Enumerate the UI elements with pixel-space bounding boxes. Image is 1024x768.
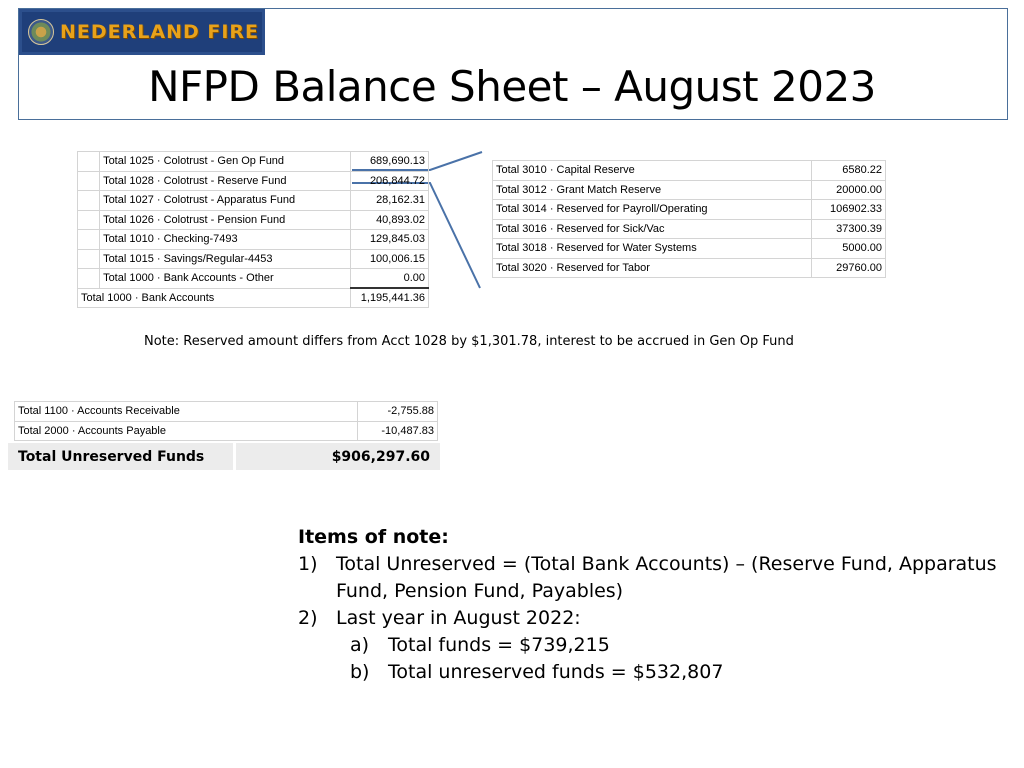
reserve-value: 37300.39 bbox=[812, 219, 886, 239]
reserves-table bbox=[492, 160, 886, 278]
account-value: 689,690.13 bbox=[350, 152, 428, 172]
payable-value: -10,487.83 bbox=[358, 421, 438, 441]
table-row bbox=[493, 239, 886, 259]
item-text: Total Unreserved = (Total Bank Accounts) – (Reserve Fund, Apparatus bbox=[336, 553, 997, 575]
table-row bbox=[493, 200, 886, 220]
account-label: Total 1027 · Colotrust - Apparatus Fund bbox=[100, 191, 351, 211]
sub-list-item bbox=[298, 632, 998, 659]
list-number: 1) bbox=[298, 553, 318, 575]
reserve-label: Total 3010 · Capital Reserve bbox=[493, 161, 812, 181]
total-unreserved-label: Total Unreserved Funds bbox=[8, 443, 233, 470]
reserve-value: 5000.00 bbox=[812, 239, 886, 259]
table-row bbox=[493, 219, 886, 239]
total-unreserved-value: $906,297.60 bbox=[236, 443, 440, 470]
total-row bbox=[78, 288, 429, 308]
sub-item-text: Total unreserved funds = $532,807 bbox=[388, 661, 724, 683]
page-title: NFPD Balance Sheet – August 2023 bbox=[148, 62, 876, 111]
account-value: 129,845.03 bbox=[350, 230, 428, 250]
items-of-note bbox=[298, 524, 998, 686]
items-of-note-heading: Items of note: bbox=[298, 526, 449, 548]
total-unreserved-row bbox=[8, 443, 440, 470]
item-text: Last year in August 2022: bbox=[336, 607, 581, 629]
account-label: Total 1015 · Savings/Regular-4453 bbox=[100, 249, 351, 269]
table-row bbox=[493, 161, 886, 181]
receivable-label: Total 1100 · Accounts Receivable bbox=[15, 402, 358, 422]
sub-list-letter: b) bbox=[350, 661, 370, 683]
sub-item-text: Total funds = $739,215 bbox=[388, 634, 610, 656]
reserve-label: Total 3012 · Grant Match Reserve bbox=[493, 180, 812, 200]
account-label: Total 1000 · Bank Accounts - Other bbox=[100, 269, 351, 289]
reserve-label: Total 3016 · Reserved for Sick/Vac bbox=[493, 219, 812, 239]
receivables-payables-table bbox=[14, 401, 438, 441]
table-row bbox=[78, 249, 429, 269]
table-row bbox=[78, 230, 429, 250]
reserve-note: Note: Reserved amount differs from Acct 1028 by $1,301.78, interest to be accrued in Gen Op Fund bbox=[144, 334, 794, 349]
list-item bbox=[298, 551, 998, 578]
table-row bbox=[78, 210, 429, 230]
account-value: 0.00 bbox=[350, 269, 428, 289]
list-item bbox=[298, 605, 998, 632]
account-value: 100,006.15 bbox=[350, 249, 428, 269]
logo-text: NEDERLAND FIRE bbox=[60, 21, 260, 43]
receivable-value: -2,755.88 bbox=[358, 402, 438, 422]
account-label: Total 1010 · Checking-7493 bbox=[100, 230, 351, 250]
table-row bbox=[78, 269, 429, 289]
table-row bbox=[78, 171, 429, 191]
reserve-value: 20000.00 bbox=[812, 180, 886, 200]
account-label: Total 1028 · Colotrust - Reserve Fund bbox=[100, 171, 351, 191]
reserve-value: 106902.33 bbox=[812, 200, 886, 220]
bank-accounts-table bbox=[77, 151, 429, 308]
table-row bbox=[15, 402, 438, 422]
reserve-label: Total 3014 · Reserved for Payroll/Operating bbox=[493, 200, 812, 220]
account-value: 40,893.02 bbox=[350, 210, 428, 230]
table-row bbox=[78, 191, 429, 211]
total-bank-accounts-label: Total 1000 · Bank Accounts bbox=[78, 288, 351, 308]
list-number: 2) bbox=[298, 607, 318, 629]
reserve-value: 29760.00 bbox=[812, 258, 886, 278]
account-value: 28,162.31 bbox=[350, 191, 428, 211]
reserve-label: Total 3018 · Reserved for Water Systems bbox=[493, 239, 812, 259]
payable-label: Total 2000 · Accounts Payable bbox=[15, 421, 358, 441]
sub-list-letter: a) bbox=[350, 634, 370, 656]
fire-department-seal-icon bbox=[28, 19, 54, 45]
nederland-fire-logo bbox=[19, 9, 265, 55]
reserve-value: 6580.22 bbox=[812, 161, 886, 181]
table-row bbox=[15, 421, 438, 441]
total-bank-accounts-value: 1,195,441.36 bbox=[350, 288, 428, 308]
account-label: Total 1025 · Colotrust - Gen Op Fund bbox=[100, 152, 351, 172]
list-item-continuation bbox=[298, 578, 998, 605]
table-row bbox=[493, 258, 886, 278]
account-label: Total 1026 · Colotrust - Pension Fund bbox=[100, 210, 351, 230]
item-text: Fund, Pension Fund, Payables) bbox=[336, 580, 624, 602]
sub-list-item bbox=[298, 659, 998, 686]
account-value: 206,844.72 bbox=[350, 171, 428, 191]
table-row bbox=[493, 180, 886, 200]
table-row bbox=[78, 152, 429, 172]
reserve-label: Total 3020 · Reserved for Tabor bbox=[493, 258, 812, 278]
